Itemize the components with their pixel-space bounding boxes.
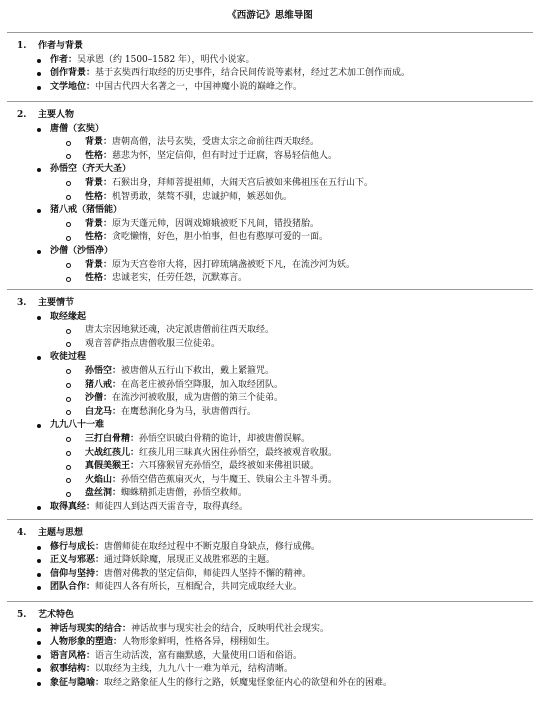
section-title: 主要情节 <box>38 298 75 308</box>
item-label: 白龙马： <box>85 406 122 417</box>
list-item <box>0 351 540 365</box>
bullet-icon <box>37 316 41 320</box>
section-number: 1. <box>17 41 27 51</box>
item-label: 语言风格： <box>50 650 96 661</box>
item-label: 背景： <box>85 218 113 229</box>
list-item <box>0 636 540 650</box>
item-text: 唐太宗因地狱还魂，决定派唐僧前往西天取经。 <box>85 325 275 336</box>
section-heading <box>0 527 540 541</box>
bullet-icon <box>37 682 41 686</box>
sub-item <box>0 406 540 420</box>
bullet-icon <box>37 559 41 563</box>
section-author-background <box>0 40 540 94</box>
item-label: 性格： <box>85 273 113 284</box>
circle-bullet-icon <box>66 277 71 282</box>
item-label: 作者： <box>50 54 78 65</box>
section-artistic-features <box>0 609 540 691</box>
section-number: 5. <box>17 610 27 620</box>
item-text: 石猴出身，拜师菩提祖师，大闹天宫后被如来佛祖压在五行山下。 <box>112 177 374 188</box>
section-main-characters <box>0 109 540 286</box>
bullet-icon <box>37 250 41 254</box>
item-text: 在鹰愁涧化身为马，驮唐僧西行。 <box>121 406 257 417</box>
section-title: 艺术特色 <box>38 610 75 620</box>
section-divider <box>7 601 533 602</box>
item-text: 观音菩萨指点唐僧收服三位徒弟。 <box>85 338 221 349</box>
item-label: 性格： <box>85 232 113 243</box>
section-number: 3. <box>17 298 27 308</box>
sub-item <box>0 433 540 447</box>
item-text: 唐僧对佛教的坚定信仰，师徒四人坚持不懈的精神。 <box>104 568 312 579</box>
bullet-icon <box>37 424 41 428</box>
circle-bullet-icon <box>66 492 71 497</box>
section-title: 主要人物 <box>38 110 75 120</box>
item-label: 猪八戒： <box>85 379 122 390</box>
sub-item <box>0 191 540 205</box>
character-name: 沙僧（沙悟净） <box>50 245 114 256</box>
item-label: 创作背景： <box>50 68 96 79</box>
item-label: 孙悟空： <box>85 365 122 376</box>
list-item <box>0 541 540 555</box>
item-text: 通过降妖除魔，展现正义战胜邪恶的主题。 <box>104 555 276 566</box>
item-label: 神话与现实的结合： <box>50 623 132 634</box>
list-item <box>0 245 540 259</box>
circle-bullet-icon <box>66 369 71 374</box>
list-item <box>0 311 540 325</box>
section-title: 作者与背景 <box>38 41 84 51</box>
item-label: 背景： <box>85 137 113 148</box>
item-text: 人物形象鲜明，性格各异，栩栩如生。 <box>122 637 276 648</box>
circle-bullet-icon <box>66 222 71 227</box>
item-label: 人物形象的塑造： <box>50 637 123 648</box>
item-text: 基于玄奘西行取经的历史事件，结合民间传说等素材，经过艺术加工创作而成。 <box>95 68 411 79</box>
section-divider <box>7 289 533 290</box>
sub-item <box>0 324 540 338</box>
circle-bullet-icon <box>66 141 71 146</box>
character-name: 孙悟空（齐天大圣） <box>50 164 132 175</box>
item-text: 蜘蛛精抓走唐僧，孙悟空救师。 <box>121 488 248 499</box>
item-text: 被唐僧从五行山下救出，戴上紧箍咒。 <box>121 365 275 376</box>
page-title: 《西游记》思维导图 <box>227 10 313 21</box>
list-item <box>0 663 540 677</box>
item-text: 机智勇敢，桀骜不驯，忠诚护师，嫉恶如仇。 <box>112 191 293 202</box>
item-text: 唐僧师徒在取经过程中不断克服自身缺点，修行成佛。 <box>104 541 321 552</box>
item-label: 沙僧： <box>85 393 113 404</box>
character-name: 猪八戒（猪悟能） <box>50 205 123 216</box>
bullet-icon <box>37 128 41 132</box>
section-number: 4. <box>17 528 27 538</box>
circle-bullet-icon <box>66 263 71 268</box>
item-text: 吴承恩（约 1500–1582 年），明代小说家。 <box>77 54 255 65</box>
circle-bullet-icon <box>66 195 71 200</box>
item-text: 中国古代四大名著之一，中国神魔小说的巅峰之作。 <box>95 81 303 92</box>
section-heading <box>0 40 540 54</box>
character-name: 唐僧（玄奘） <box>50 123 105 134</box>
list-item <box>0 204 540 218</box>
item-text: 在流沙河被收服，成为唐僧的第三个徒弟。 <box>112 393 284 404</box>
list-item <box>0 501 540 515</box>
item-text: 以取经为主线，九九八十一难为单元，结构清晰。 <box>95 664 294 675</box>
section-divider <box>7 519 533 520</box>
item-label: 修行与成长： <box>50 541 105 552</box>
circle-bullet-icon <box>66 397 71 402</box>
circle-bullet-icon <box>66 329 71 334</box>
section-divider <box>7 32 533 33</box>
item-label: 三打白骨精： <box>85 433 140 444</box>
item-text: 在高老庄被孙悟空降服，加入取经团队。 <box>121 379 284 390</box>
item-text: 神话故事与现实社会的结合，反映明代社会现实。 <box>131 623 330 634</box>
circle-bullet-icon <box>66 383 71 388</box>
sub-item <box>0 487 540 501</box>
section-heading <box>0 297 540 311</box>
plot-heading: 九九八十一难 <box>50 420 105 431</box>
bullet-icon <box>37 86 41 90</box>
list-item <box>0 163 540 177</box>
item-text: 师徒四人到达西天雷音寺，取得真经。 <box>95 501 249 512</box>
plot-heading: 收徒过程 <box>50 352 87 363</box>
circle-bullet-icon <box>66 236 71 241</box>
bullet-icon <box>37 668 41 672</box>
item-text: 原为天宫卷帘大将，因打碎琉璃盏被贬下凡，在流沙河为妖。 <box>112 259 356 270</box>
item-label: 性格： <box>85 150 113 161</box>
item-label: 信仰与坚持： <box>50 568 105 579</box>
item-label: 性格： <box>85 191 113 202</box>
list-item <box>0 650 540 664</box>
plot-heading: 取经缘起 <box>50 311 87 322</box>
sub-item <box>0 150 540 164</box>
section-themes <box>0 527 540 595</box>
item-text: 语言生动活泼，富有幽默感，大量使用口语和俗语。 <box>95 650 303 661</box>
bullet-icon <box>37 655 41 659</box>
circle-bullet-icon <box>66 437 71 442</box>
item-text: 忠诚老实，任劳任怨，沉默寡言。 <box>112 273 248 284</box>
sub-item <box>0 460 540 474</box>
item-label: 团队合作： <box>50 582 96 593</box>
sub-item <box>0 447 540 461</box>
circle-bullet-icon <box>66 478 71 483</box>
list-item <box>0 419 540 433</box>
item-label: 背景： <box>85 259 113 270</box>
sub-item <box>0 474 540 488</box>
item-text: 六耳猕猴冒充孙悟空，最终被如来佛祖识破。 <box>139 461 320 472</box>
list-item <box>0 81 540 95</box>
list-item <box>0 54 540 68</box>
sub-item <box>0 338 540 352</box>
bullet-icon <box>37 628 41 632</box>
list-item <box>0 123 540 137</box>
circle-bullet-icon <box>66 342 71 347</box>
item-text: 师徒四人各有所长，互相配合，共同完成取经大业。 <box>95 582 303 593</box>
item-text: 慈悲为怀，坚定信仰，但有时过于迂腐，容易轻信他人。 <box>112 150 338 161</box>
section-heading <box>0 609 540 623</box>
list-item <box>0 581 540 595</box>
bullet-icon <box>37 356 41 360</box>
sub-item <box>0 365 540 379</box>
circle-bullet-icon <box>66 410 71 415</box>
list-item <box>0 554 540 568</box>
list-item <box>0 67 540 81</box>
bullet-icon <box>37 59 41 63</box>
bullet-icon <box>37 506 41 510</box>
section-divider <box>7 101 533 102</box>
item-label: 叙事结构： <box>50 664 96 675</box>
bullet-icon <box>37 586 41 590</box>
item-label: 正义与邪恶： <box>50 555 105 566</box>
section-main-plot <box>0 297 540 515</box>
item-text: 唐朝高僧，法号玄奘，受唐太宗之命前往西天取经。 <box>112 137 320 148</box>
section-number: 2. <box>17 110 27 120</box>
item-text: 红孩儿用三昧真火困住孙悟空，最终被观音收服。 <box>139 447 338 458</box>
item-label: 文学地位： <box>50 81 96 92</box>
list-item <box>0 623 540 637</box>
item-text: 取经之路象征人生的修行之路，妖魔鬼怪象征内心的欲望和外在的困难。 <box>104 677 393 688</box>
circle-bullet-icon <box>66 451 71 456</box>
item-label: 真假美猴王： <box>85 461 140 472</box>
sub-item <box>0 379 540 393</box>
item-label: 象征与隐喻： <box>50 677 105 688</box>
circle-bullet-icon <box>66 465 71 470</box>
item-text: 贪吃懒惰，好色，胆小怕事，但也有憨厚可爱的一面。 <box>112 232 329 243</box>
item-label: 火焰山： <box>85 474 122 485</box>
bullet-icon <box>37 573 41 577</box>
circle-bullet-icon <box>66 154 71 159</box>
sub-item <box>0 259 540 273</box>
section-title: 主题与思想 <box>38 528 84 538</box>
item-label: 盘丝洞： <box>85 488 122 499</box>
list-item <box>0 568 540 582</box>
bullet-icon <box>37 546 41 550</box>
sub-item <box>0 392 540 406</box>
circle-bullet-icon <box>66 181 71 186</box>
bullet-icon <box>37 72 41 76</box>
bullet-icon <box>37 209 41 213</box>
list-item <box>0 677 540 691</box>
sub-item <box>0 272 540 286</box>
sub-item <box>0 231 540 245</box>
item-label: 背景： <box>85 177 113 188</box>
sub-item <box>0 136 540 150</box>
bullet-icon <box>37 168 41 172</box>
item-label: 取得真经： <box>50 501 96 512</box>
sub-item <box>0 177 540 191</box>
bullet-icon <box>37 641 41 645</box>
sub-item <box>0 218 540 232</box>
section-heading <box>0 109 540 123</box>
item-text: 原为天蓬元帅，因调戏嫦娥被贬下凡间，错投猪胎。 <box>112 218 320 229</box>
item-text: 孙悟空识破白骨精的诡计，却被唐僧误解。 <box>139 433 311 444</box>
item-label: 大战红孩儿： <box>85 447 140 458</box>
item-text: 孙悟空借芭蕉扇灭火，与牛魔王、铁扇公主斗智斗勇。 <box>121 474 338 485</box>
